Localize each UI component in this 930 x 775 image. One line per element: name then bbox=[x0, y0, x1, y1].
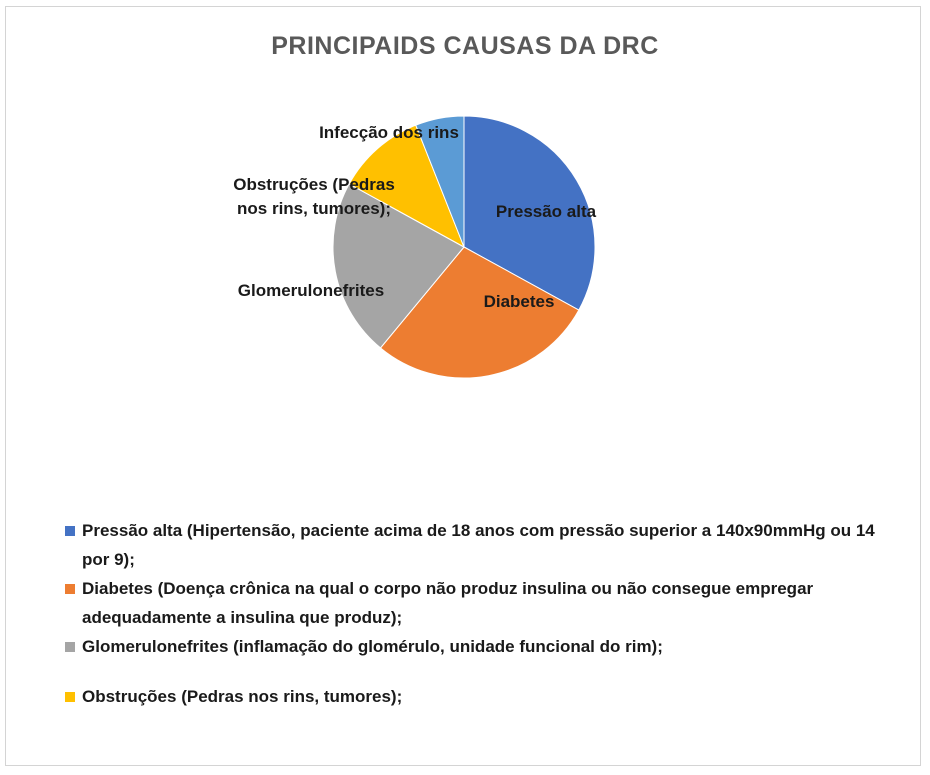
slice-label-2: Diabetes bbox=[483, 292, 555, 311]
chart-title: PRINCIPAIDS CAUSAS DA DRC bbox=[271, 32, 659, 60]
slice-label-3: Glomerulonefrites bbox=[237, 281, 385, 300]
legend-label: Glomerulonefrites (inflamação do glomérulo, unidade funcional do rim); bbox=[82, 637, 663, 656]
legend-swatch bbox=[65, 642, 75, 652]
legend-item-obstrucoes bbox=[65, 682, 895, 711]
legend-swatch bbox=[65, 692, 75, 702]
chart-legend bbox=[65, 516, 895, 711]
legend-label: Diabetes (Doença crônica na qual o corpo não produz insulina ou não consegue empregar adequadamente a insulina que produz); bbox=[82, 579, 814, 627]
legend-swatch bbox=[65, 526, 75, 536]
legend-item-diabetes bbox=[65, 574, 895, 632]
legend-item-glomerulonefrites bbox=[65, 632, 895, 661]
slice-label-5: Infecção dos rins bbox=[319, 123, 459, 142]
slice-label-4: Obstruções (Pedras nos rins, tumores); bbox=[233, 175, 395, 218]
slice-label-1: Pressão alta bbox=[495, 202, 597, 221]
legend-label: Pressão alta (Hipertensão, paciente acima de 18 anos com pressão superior a 140x90mmHg ou 14 por 9); bbox=[82, 521, 875, 569]
legend-item-pressao-alta bbox=[65, 516, 895, 574]
legend-label: Obstruções (Pedras nos rins, tumores); bbox=[82, 687, 403, 706]
legend-swatch bbox=[65, 584, 75, 594]
